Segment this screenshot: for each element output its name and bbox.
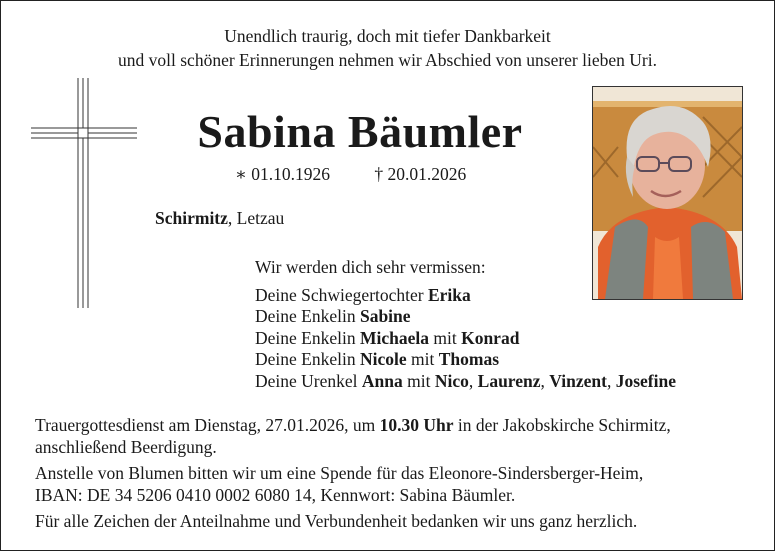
place-secondary: , Letzau [227,208,285,228]
mourner-line [255,285,676,307]
service-notice [35,415,755,458]
life-dates [235,164,466,185]
death-symbol: † [374,164,384,184]
mourner-relation-text: , [468,370,478,391]
mourner-name: Nicole [359,349,407,369]
mourner-line [255,328,676,350]
donation-line-2: IBAN: DE 34 5206 0410 0002 6080 14, Kennwort: Sabina Bäumler. [35,484,516,505]
mourner-name: Konrad [461,327,520,348]
birth-symbol: ∗ [235,164,247,184]
donation-line-1: Anstelle von Blumen bitten wir um eine Spende für das Eleonore-Sindersberger-Heim, [35,463,644,483]
intro-line-2: und voll schöner Erinnerungen nehmen wir Abschied von unserer lieben Uri. [118,50,657,70]
mourners-heading: Wir werden dich sehr vermissen: [255,257,486,277]
mourner-relation-text: Deine Enkelin [255,349,360,369]
mourner-name: Michaela [359,327,429,348]
mourner-relation-text: mit [406,349,439,369]
mourner-lines [255,285,676,393]
mourner-name: Vinzent [549,370,607,391]
mourner-relation-text: Deine Enkelin [255,306,360,326]
mourner-relation-text: Deine Enkelin [255,327,360,348]
mourner-line [255,349,676,371]
mourner-relation-text: , [606,370,616,391]
death-date [374,164,466,185]
deceased-name: Sabina Bäumler [197,106,523,157]
place-primary: Schirmitz [155,208,228,228]
mourner-relation-text: Deine Schwiegertochter [255,284,428,305]
mourner-relation-text: mit [402,370,435,391]
intro-text [1,24,774,72]
birth-date-value: 01.10.1926 [251,164,331,184]
service-line-1-pre: Trauergottesdienst am Dienstag, 27.01.2026, um [35,415,380,435]
mourner-line [255,371,676,393]
mourner-name: Nico [434,370,469,391]
mourner-line [255,306,676,328]
service-line-1-post: in der Jakobskirche Schirmitz, [453,415,671,435]
thanks-notice: Für alle Zeichen der Anteilnahme und Verbundenheit bedanken wir uns ganz herzlich. [35,511,638,531]
mourner-name: Josefine [615,370,676,391]
mourner-name: Erika [427,284,471,305]
donation-notice [35,463,755,506]
service-time: 10.30 Uhr [379,415,454,435]
mourner-name: Thomas [438,349,500,369]
cross-icon [31,78,137,308]
mourner-relation-text: , [540,370,550,391]
mourners-list [255,257,676,392]
intro-line-1: Unendlich traurig, doch mit tiefer Dankbarkeit [224,26,551,46]
mourner-name: Sabine [359,306,411,326]
mourner-name: Laurenz [477,370,541,391]
birth-date [235,164,330,185]
mourner-name: Anna [361,370,403,391]
place-of-residence [155,208,284,229]
mourner-relation-text: Deine Urenkel [255,370,362,391]
mourner-relation-text: mit [428,327,462,348]
service-line-2: anschließend Beerdigung. [35,436,217,457]
death-date-value: 20.01.2026 [387,164,467,184]
notices [35,415,755,538]
